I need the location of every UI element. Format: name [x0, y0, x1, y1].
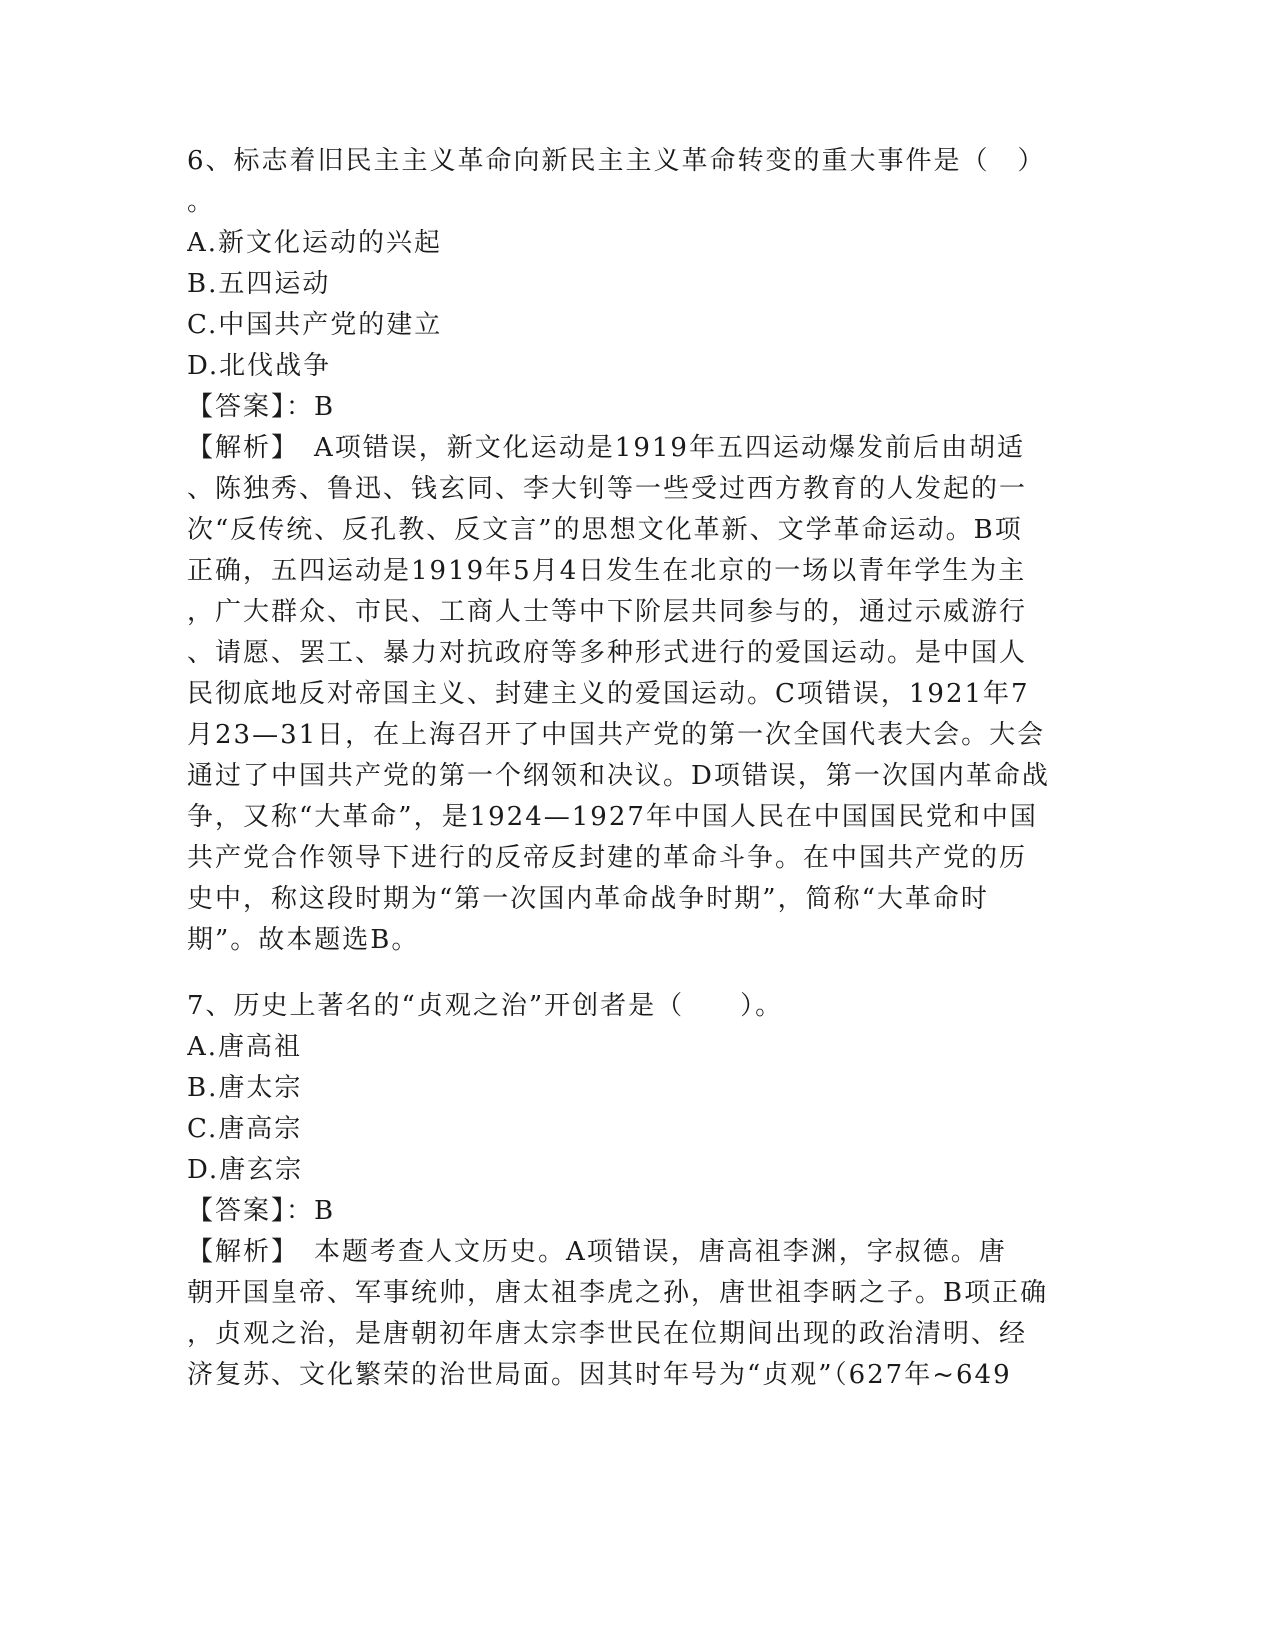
q6-analysis-line: 【解析】 A项错误，新文化运动是1919年五四运动爆发前后由胡适	[187, 433, 1025, 463]
q6-option-b: B.五四运动	[187, 269, 331, 299]
q6-analysis-line: 月23—31日，在上海召开了中国共产党的第一次全国代表大会。大会	[187, 720, 1046, 750]
q7-analysis-line: 济复苏、文化繁荣的治世局面。因其时年号为“贞观”（627年~649	[187, 1360, 1012, 1390]
q6-analysis-line: 争，又称“大革命”，是1924—1927年中国人民在中国国民党和中国	[187, 802, 1038, 832]
q6-analysis-line: 、请愿、罢工、暴力对抗政府等多种形式进行的爱国运动。是中国人	[187, 638, 1028, 668]
q6-analysis-line: 正确，五四运动是1919年5月4日发生在北京的一场以青年学生为主	[187, 556, 1027, 586]
q6-option-a: A.新文化运动的兴起	[187, 228, 443, 258]
q6-analysis-line: 共产党合作领导下进行的反帝反封建的革命斗争。在中国共产党的历	[187, 843, 1028, 873]
q7-option-b: B.唐太宗	[187, 1073, 303, 1103]
q7-answer: 【答案】：B	[187, 1196, 336, 1226]
q6-analysis-line: 民彻底地反对帝国主义、封建主义的爱国运动。C项错误，1921年7	[187, 679, 1030, 709]
q7-question: 7、历史上著名的“贞观之治”开创者是（ ）。	[187, 991, 784, 1021]
q6-analysis-line: ，广大群众、市民、工商人士等中下阶层共同参与的，通过示威游行	[187, 597, 1028, 627]
q6-analysis-line: 期”。故本题选B。	[187, 925, 420, 955]
q7-option-d: D.唐玄宗	[187, 1155, 304, 1185]
q7-option-c: C.唐高宗	[187, 1114, 303, 1144]
q6-question-continuation: 。	[187, 187, 216, 217]
q6-analysis-line: 通过了中国共产党的第一个纲领和决议。D项错误，第一次国内革命战	[187, 761, 1050, 791]
q7-analysis-line: 【解析】 本题考查人文历史。A项错误，唐高祖李渊，字叔德。唐	[187, 1237, 1007, 1267]
q7-analysis-line: 朝开国皇帝、军事统帅，唐太祖李虎之孙，唐世祖李昞之子。B项正确	[187, 1278, 1049, 1308]
q6-analysis-line: 、陈独秀、鲁迅、钱玄同、李大钊等一些受过西方教育的人发起的一	[187, 474, 1028, 504]
q6-option-d: D.北伐战争	[187, 351, 332, 381]
q7-analysis-line: ，贞观之治，是唐朝初年唐太宗李世民在位期间出现的政治清明、经	[187, 1319, 1028, 1349]
q7-option-a: A.唐高祖	[187, 1032, 303, 1062]
q6-answer: 【答案】：B	[187, 392, 336, 422]
q6-option-c: C.中国共产党的建立	[187, 310, 443, 340]
q6-analysis-line: 史中，称这段时期为“第一次国内革命战争时期”，简称“大革命时	[187, 884, 989, 914]
q6-analysis-line: 次“反传统、反孔教、反文言”的思想文化革新、文学革命运动。B项	[187, 515, 1023, 545]
q6-question: 6、标志着旧民主主义革命向新民主主义革命转变的重大事件是（ ）	[187, 146, 1046, 176]
